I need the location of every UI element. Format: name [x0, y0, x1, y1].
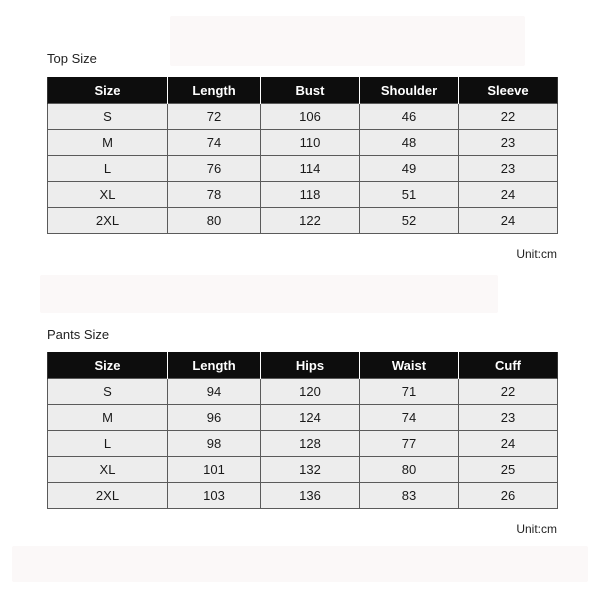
- waist-cell: 74: [360, 405, 459, 431]
- column-header-size: Size: [48, 352, 168, 379]
- size-cell: M: [48, 405, 168, 431]
- length-cell: 103: [168, 483, 261, 509]
- shoulder-cell: 49: [360, 156, 459, 182]
- length-cell: 94: [168, 379, 261, 405]
- column-header-length: Length: [168, 352, 261, 379]
- table-row: [48, 483, 558, 509]
- table-row: [48, 405, 558, 431]
- hips-cell: 136: [261, 483, 360, 509]
- shoulder-cell: 52: [360, 208, 459, 234]
- length-cell: 76: [168, 156, 261, 182]
- table-row: [48, 182, 558, 208]
- pants-unit-note: Unit:cm: [516, 522, 557, 536]
- pants-size-table: [47, 352, 558, 509]
- sleeve-cell: 23: [459, 130, 558, 156]
- size-cell: XL: [48, 182, 168, 208]
- bust-cell: 114: [261, 156, 360, 182]
- column-header-sleeve: Sleeve: [459, 77, 558, 104]
- length-cell: 96: [168, 405, 261, 431]
- length-cell: 80: [168, 208, 261, 234]
- column-header-shoulder: Shoulder: [360, 77, 459, 104]
- table-row: [48, 208, 558, 234]
- bust-cell: 118: [261, 182, 360, 208]
- sleeve-cell: 22: [459, 104, 558, 130]
- cuff-cell: 22: [459, 379, 558, 405]
- waist-cell: 77: [360, 431, 459, 457]
- pants-size-title: Pants Size: [47, 327, 110, 342]
- table-header-row: [48, 352, 558, 379]
- size-cell: XL: [48, 457, 168, 483]
- cuff-cell: 25: [459, 457, 558, 483]
- background-panel: [40, 275, 498, 313]
- size-cell: M: [48, 130, 168, 156]
- length-cell: 78: [168, 182, 261, 208]
- size-cell: S: [48, 379, 168, 405]
- top-size-title: Top Size: [47, 51, 97, 66]
- table-row: [48, 156, 558, 182]
- size-cell: 2XL: [48, 483, 168, 509]
- column-header-length: Length: [168, 77, 261, 104]
- cuff-cell: 24: [459, 431, 558, 457]
- hips-cell: 128: [261, 431, 360, 457]
- length-cell: 74: [168, 130, 261, 156]
- table-row: [48, 130, 558, 156]
- table-row: [48, 104, 558, 130]
- background-panel: [170, 16, 525, 66]
- bust-cell: 110: [261, 130, 360, 156]
- column-header-size: Size: [48, 77, 168, 104]
- table-row: [48, 431, 558, 457]
- bust-cell: 106: [261, 104, 360, 130]
- size-cell: L: [48, 156, 168, 182]
- shoulder-cell: 51: [360, 182, 459, 208]
- sleeve-cell: 24: [459, 208, 558, 234]
- hips-cell: 124: [261, 405, 360, 431]
- background-panel: [12, 546, 588, 582]
- shoulder-cell: 46: [360, 104, 459, 130]
- size-cell: L: [48, 431, 168, 457]
- top-size-table: [47, 77, 558, 234]
- cuff-cell: 26: [459, 483, 558, 509]
- length-cell: 101: [168, 457, 261, 483]
- column-header-waist: Waist: [360, 352, 459, 379]
- bust-cell: 122: [261, 208, 360, 234]
- hips-cell: 120: [261, 379, 360, 405]
- size-cell: 2XL: [48, 208, 168, 234]
- size-cell: S: [48, 104, 168, 130]
- sleeve-cell: 23: [459, 156, 558, 182]
- waist-cell: 83: [360, 483, 459, 509]
- top-unit-note: Unit:cm: [516, 247, 557, 261]
- cuff-cell: 23: [459, 405, 558, 431]
- shoulder-cell: 48: [360, 130, 459, 156]
- waist-cell: 71: [360, 379, 459, 405]
- table-header-row: [48, 77, 558, 104]
- sleeve-cell: 24: [459, 182, 558, 208]
- table-row: [48, 379, 558, 405]
- waist-cell: 80: [360, 457, 459, 483]
- length-cell: 72: [168, 104, 261, 130]
- length-cell: 98: [168, 431, 261, 457]
- column-header-cuff: Cuff: [459, 352, 558, 379]
- table-row: [48, 457, 558, 483]
- column-header-bust: Bust: [261, 77, 360, 104]
- hips-cell: 132: [261, 457, 360, 483]
- column-header-hips: Hips: [261, 352, 360, 379]
